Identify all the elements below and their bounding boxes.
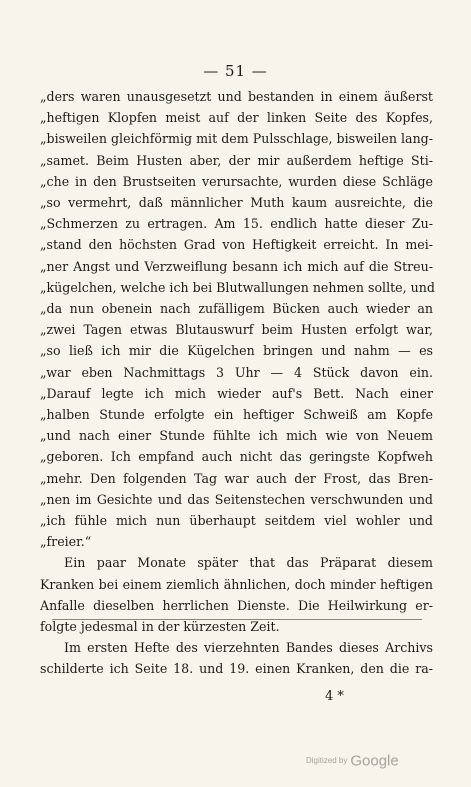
- text-line: „und nach einer Stunde fühlte ich mich wie von Neuem: [40, 428, 433, 444]
- text-line: „so vermehrt, daß männlicher Muth kaum ausreichte, die: [40, 195, 433, 211]
- text-line: „zwei Tagen etwas Blutauswurf beim Husten erfolgt war,: [40, 322, 433, 338]
- text-line: folgte jedesmal in der kürzesten Zeit.: [40, 619, 280, 635]
- text-line: „nen im Gesichte und das Seitenstechen verschwunden und: [40, 491, 433, 507]
- watermark-prefix: Digitized by: [306, 756, 348, 766]
- next-section-text: [40, 637, 433, 679]
- text-line: „ner Angst und Verzweiflung besann ich mich auf die Streu-: [40, 258, 433, 274]
- text-line: „ich fühle mich nun überhaupt seitdem viel wohler und: [40, 513, 433, 529]
- page-number: — 51 —: [203, 62, 268, 80]
- text-line: „mehr. Den folgenden Tag war auch der Frost, das Bren-: [40, 470, 433, 486]
- text-line: „Schmerzen zu ertragen. Am 15. endlich hatte dieser Zu-: [40, 216, 433, 232]
- text-line: „da nun obenein nach zufälligem Bücken auch wieder an: [40, 301, 433, 317]
- text-line: „kügelchen, welche ich bei Blutwallungen nehmen sollte, und: [40, 279, 435, 295]
- text-line: „stand den höchsten Grad von Heftigkeit erreicht. In mei-: [40, 237, 433, 253]
- paragraph-quote-continuation: [40, 86, 433, 552]
- text-line: „freier.“: [40, 534, 92, 550]
- paragraph-second-case: [40, 552, 433, 637]
- text-line: „war eben Nachmittags 3 Uhr — 4 Stück davon ein.: [40, 364, 433, 380]
- text-line: schilderte ich Seite 18. und 19. einen Kranken, den die ra-: [40, 661, 433, 677]
- text-line: „samet. Beim Husten aber, der mir außerdem heftige Sti-: [40, 152, 433, 168]
- paragraph-archive-reference: [40, 637, 433, 679]
- text-line: „ders waren unausgesetzt und bestanden in einem äußerst: [40, 89, 433, 104]
- text-line: „heftigen Klopfen meist auf der linken Seite des Kopfes,: [40, 110, 433, 126]
- signature-mark: 4 *: [325, 689, 344, 704]
- text-line: „Darauf legte ich mich wieder auf's Bett. Nach einer: [40, 385, 433, 401]
- section-divider: [52, 619, 422, 620]
- text-line: „so ließ ich mir die Kügelchen bringen und nahm — es: [40, 343, 433, 359]
- main-text-block: [40, 86, 433, 637]
- digitization-watermark: [306, 752, 399, 770]
- text-line: „geboren. Ich empfand auch nicht das geringste Kopfweh: [40, 449, 433, 465]
- text-line: „che in den Brustseiten verursachte, wurden diese Schläge: [40, 173, 433, 189]
- google-logo: Google: [350, 752, 399, 770]
- text-line: Ein paar Monate später that das Präparat diesem: [64, 555, 433, 571]
- text-line: „bisweilen gleichförmig mit dem Pulsschlage, bisweilen lang-: [40, 131, 433, 147]
- text-line: Im ersten Hefte des vierzehnten Bandes dieses Archivs: [64, 640, 433, 655]
- text-line: Anfalle dieselben herrlichen Dienste. Die Heilwirkung er-: [40, 597, 433, 613]
- text-line: „halben Stunde erfolgte ein heftiger Schweiß am Kopfe: [40, 407, 433, 423]
- text-line: Kranken bei einem ziemlich ähnlichen, doch minder heftigen: [40, 576, 433, 592]
